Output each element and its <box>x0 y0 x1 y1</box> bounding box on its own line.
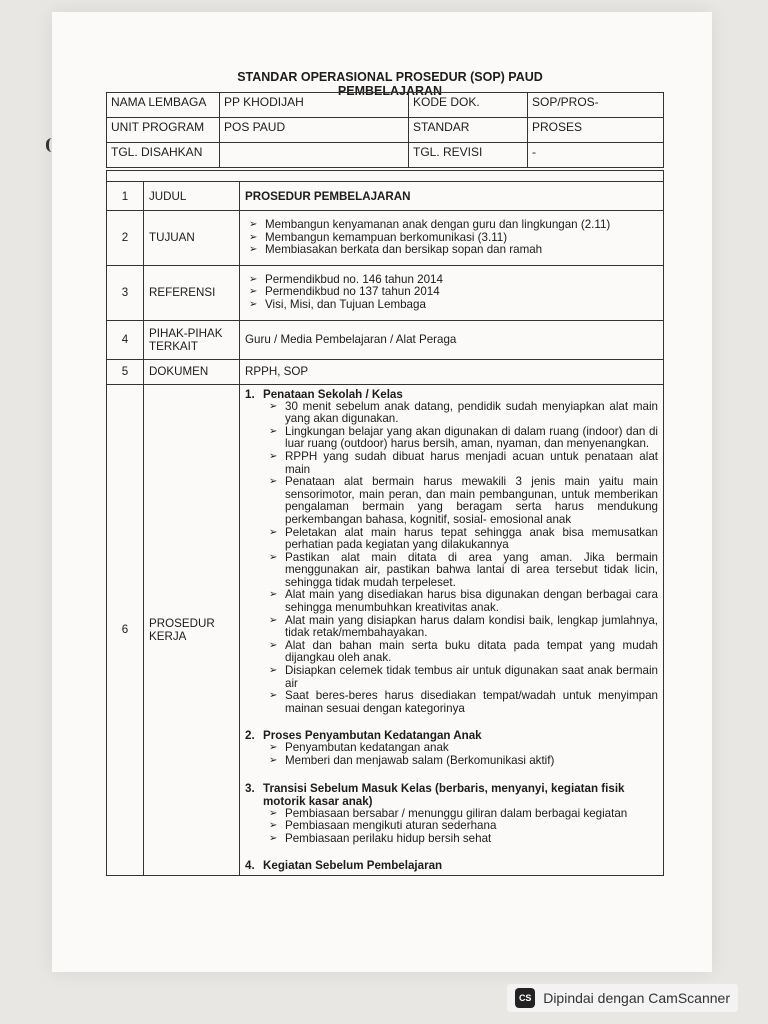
tgl-revisi-label: TGL. REVISI <box>409 143 528 168</box>
row-value: PROSEDUR PEMBELAJARAN <box>240 182 664 211</box>
tujuan-list <box>245 219 658 257</box>
section-title-text: Transisi Sebelum Masuk Kelas (berbaris, menyanyi, kegiatan fisik motorik kasar anak) <box>263 781 625 808</box>
list-item: ➢ Saat beres-beres harus disediakan tempat/wadah untuk menyimpan mainan sesuai dengan kategorinya <box>265 690 658 715</box>
list-item: ➢ Membangun kemampuan berkomunikasi (3.11) <box>245 232 658 245</box>
title-line-2: PEMBELAJARAN <box>337 84 443 98</box>
kode-dok-label: KODE DOK. <box>409 93 528 118</box>
section-title-text: Penataan Sekolah / Kelas <box>263 387 403 401</box>
camscanner-watermark <box>507 984 738 1012</box>
row-prosedur-kerja <box>107 384 664 876</box>
row-label <box>144 320 240 359</box>
list-item: ➢ Penataan alat bermain harus mewakili 3 jenis main yaitu main sensorimotor, main peran, dan main pembangunan, untuk memberikan pengalaman bermain yang beragam serta harus mendukung perkembangan bahasa, kognitif, sosial- emosional anak <box>265 476 658 526</box>
list-item: ➢ Pastikan alat main ditata di area yang aman. Jika bermain menggunakan air, pastikan bahwa lantai di area tersebut tidak licin, sehingga tidak mudah terpeleset. <box>265 552 658 590</box>
row-number: 5 <box>107 359 144 384</box>
unit-program-value: POS PAUD <box>220 118 409 143</box>
row-number: 1 <box>107 182 144 211</box>
procedure-section <box>245 859 658 872</box>
row-value <box>240 265 664 320</box>
staple-mark <box>46 138 55 152</box>
section-number: 3. <box>245 781 255 795</box>
list-item: ➢ Pembiasaan mengikuti aturan sederhana <box>265 820 658 833</box>
row-label: DOKUMEN <box>144 359 240 384</box>
tgl-disahkan-value <box>220 143 409 168</box>
list-item: ➢ Alat main yang disiapkan harus dalam kondisi baik, lengkap jumlahnya, tidak retak/membahayakan. <box>265 615 658 640</box>
list-item: ➢ RPPH yang sudah dibuat harus menjadi acuan untuk penataan alat main <box>265 451 658 476</box>
list-item: ➢ Disiapkan celemek tidak tembus air untuk digunakan saat anak bermain air <box>265 665 658 690</box>
section-number: 2. <box>245 729 255 743</box>
row-label <box>144 384 240 876</box>
row-tujuan <box>107 211 664 266</box>
section-title-text: Kegiatan Sebelum Pembelajaran <box>263 859 443 873</box>
row-value <box>240 211 664 266</box>
tgl-disahkan-label: TGL. DISAHKAN <box>107 143 220 168</box>
row-label-line: PROSEDUR <box>149 616 215 630</box>
spacer-row <box>107 171 664 182</box>
kode-dok-value: SOP/PROS- <box>528 93 664 118</box>
list-item: ➢ Lingkungan belajar yang akan digunakan di dalam ruang (indoor) dan di luar ruang (outdoor) harus bersih, aman, nyaman, dan menyenangkan. <box>265 426 658 451</box>
procedure-section <box>245 729 658 767</box>
row-value: Guru / Media Pembelajaran / Alat Peraga <box>240 320 664 359</box>
list-item: ➢ Peletakan alat main harus tepat sehingga anak bisa memusatkan perhatian pada kegiatan yang dilakukannya <box>265 527 658 552</box>
row-judul <box>107 182 664 211</box>
section-list <box>245 742 658 767</box>
camscanner-text: Dipindai dengan CamScanner <box>543 990 730 1006</box>
nama-lembaga-label: NAMA LEMBAGA <box>107 93 220 118</box>
list-item: ➢ Pembiasaan bersabar / menunggu giliran dalam berbagai kegiatan <box>265 808 658 821</box>
header-row <box>107 118 664 143</box>
standar-label: STANDAR <box>409 118 528 143</box>
camscanner-logo-icon: CS <box>515 988 535 1008</box>
section-list <box>245 808 658 846</box>
row-label: JUDUL <box>144 182 240 211</box>
row-value <box>240 384 664 876</box>
row-dokumen <box>107 359 664 384</box>
sop-table <box>106 170 664 876</box>
row-label: TUJUAN <box>144 211 240 266</box>
header-row <box>107 143 664 168</box>
referensi-list <box>245 274 658 312</box>
section-title <box>245 782 658 808</box>
row-label-line: KERJA <box>149 629 187 643</box>
list-item: ➢ Membiasakan berkata dan bersikap sopan dan ramah <box>245 244 658 257</box>
row-number: 6 <box>107 384 144 876</box>
section-title-text: Proses Penyambutan Kedatangan Anak <box>263 729 482 743</box>
list-item: ➢ Permendikbud no 137 tahun 2014 <box>245 286 658 299</box>
row-pihak-terkait <box>107 320 664 359</box>
list-item: ➢ Alat main yang disediakan harus bisa digunakan dengan berbagai cara sehingga menumbuhkan kreativitas anak. <box>265 589 658 614</box>
tgl-revisi-value: - <box>528 143 664 168</box>
unit-program-label: UNIT PROGRAM <box>107 118 220 143</box>
section-number: 4. <box>245 859 255 873</box>
row-referensi <box>107 265 664 320</box>
header-table <box>106 92 664 168</box>
row-number: 3 <box>107 265 144 320</box>
list-item: ➢ Permendikbud no. 146 tahun 2014 <box>245 274 658 287</box>
row-label: REFERENSI <box>144 265 240 320</box>
procedure-section <box>245 782 658 846</box>
section-title <box>245 388 658 401</box>
list-item: ➢ Visi, Misi, dan Tujuan Lembaga <box>245 299 658 312</box>
section-number: 1. <box>245 387 255 401</box>
list-item: ➢ Penyambutan kedatangan anak <box>265 742 658 755</box>
list-item: ➢ Alat dan bahan main serta buku ditata pada tempat yang mudah dijangkau oleh anak. <box>265 640 658 665</box>
row-label-line: PIHAK-PIHAK <box>149 326 223 340</box>
row-number: 4 <box>107 320 144 359</box>
list-item: ➢ Pembiasaan perilaku hidup bersih sehat <box>265 833 658 846</box>
nama-lembaga-value: PP KHODIJAH <box>220 93 409 118</box>
row-number: 2 <box>107 211 144 266</box>
row-label-line: TERKAIT <box>149 339 198 353</box>
section-list <box>245 401 658 716</box>
row-value: RPPH, SOP <box>240 359 664 384</box>
list-item: ➢ Membangun kenyamanan anak dengan guru dan lingkungan (2.11) <box>245 219 658 232</box>
section-title <box>245 859 658 872</box>
procedure-section <box>245 388 658 716</box>
list-item: ➢ 30 menit sebelum anak datang, pendidik sudah menyiapkan alat main yang akan digunakan. <box>265 401 658 426</box>
list-item: ➢ Memberi dan menjawab salam (Berkomunikasi aktif) <box>265 755 658 768</box>
title-line-1: STANDAR OPERASIONAL PROSEDUR (SOP) PAUD <box>237 70 543 84</box>
header-row <box>107 93 664 118</box>
standar-value: PROSES <box>528 118 664 143</box>
